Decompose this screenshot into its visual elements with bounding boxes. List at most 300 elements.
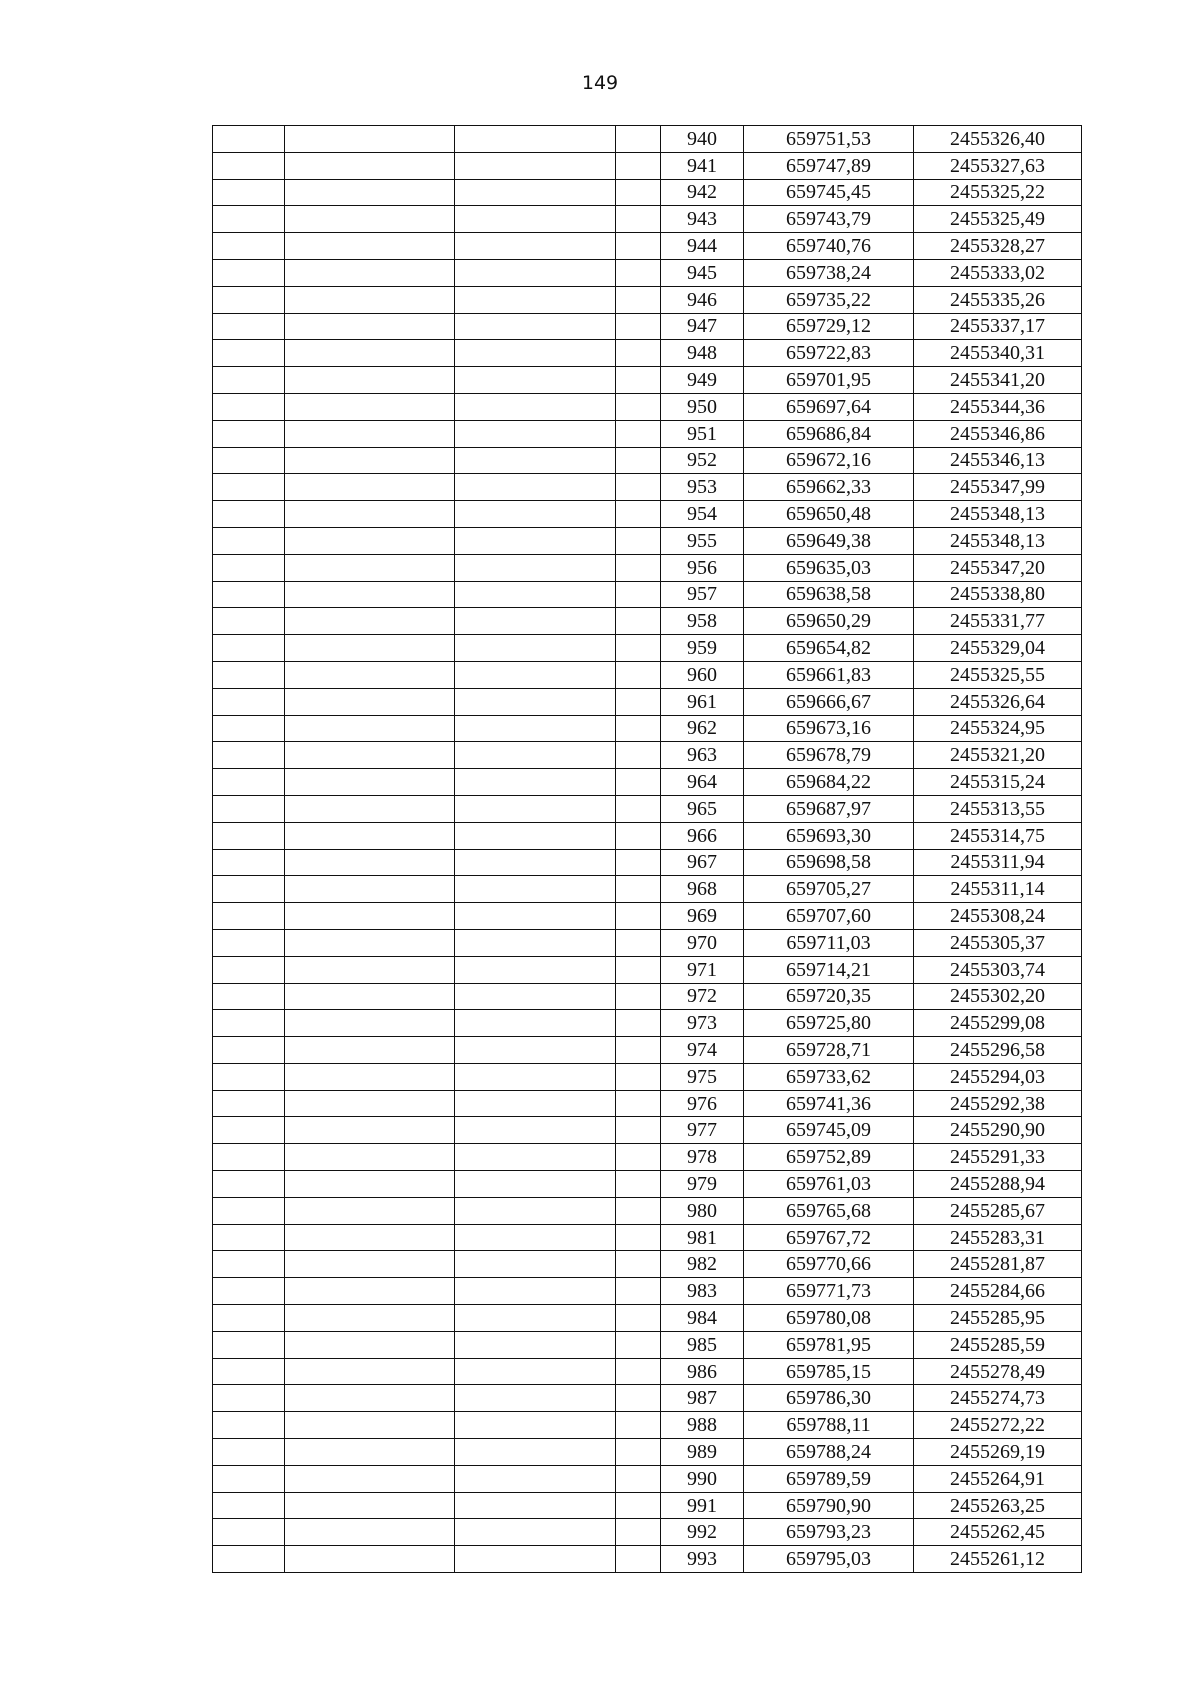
table-row	[213, 1439, 1082, 1466]
point-number-cell: 970	[661, 929, 744, 956]
empty-cell-2	[285, 1412, 455, 1439]
table-row	[213, 956, 1082, 983]
y-coordinate-cell: 2455313,55	[914, 795, 1082, 822]
point-number-cell: 947	[661, 313, 744, 340]
empty-cell-4	[616, 1144, 661, 1171]
x-coordinate-cell: 659745,09	[744, 1117, 914, 1144]
empty-cell-3	[455, 1331, 616, 1358]
empty-cell-3	[455, 1090, 616, 1117]
empty-cell-3	[455, 1412, 616, 1439]
empty-cell-3	[455, 340, 616, 367]
table-row	[213, 1358, 1082, 1385]
y-coordinate-cell: 2455292,38	[914, 1090, 1082, 1117]
table-row	[213, 688, 1082, 715]
empty-cell-2	[285, 1465, 455, 1492]
empty-cell-1	[213, 340, 285, 367]
point-number-cell: 969	[661, 903, 744, 930]
empty-cell-1	[213, 1090, 285, 1117]
y-coordinate-cell: 2455311,94	[914, 849, 1082, 876]
empty-cell-4	[616, 769, 661, 796]
empty-cell-4	[616, 608, 661, 635]
table-row	[213, 742, 1082, 769]
point-number-cell: 988	[661, 1412, 744, 1439]
point-number-cell: 955	[661, 527, 744, 554]
empty-cell-2	[285, 795, 455, 822]
empty-cell-3	[455, 259, 616, 286]
y-coordinate-cell: 2455308,24	[914, 903, 1082, 930]
empty-cell-1	[213, 1358, 285, 1385]
point-number-cell: 961	[661, 688, 744, 715]
empty-cell-2	[285, 929, 455, 956]
x-coordinate-cell: 659662,33	[744, 474, 914, 501]
x-coordinate-cell: 659788,24	[744, 1439, 914, 1466]
empty-cell-1	[213, 1117, 285, 1144]
empty-cell-2	[285, 956, 455, 983]
point-number-cell: 965	[661, 795, 744, 822]
x-coordinate-cell: 659686,84	[744, 420, 914, 447]
x-coordinate-cell: 659678,79	[744, 742, 914, 769]
x-coordinate-cell: 659705,27	[744, 876, 914, 903]
empty-cell-2	[285, 527, 455, 554]
x-coordinate-cell: 659650,48	[744, 501, 914, 528]
point-number-cell: 973	[661, 1010, 744, 1037]
empty-cell-4	[616, 1090, 661, 1117]
empty-cell-4	[616, 367, 661, 394]
empty-cell-1	[213, 769, 285, 796]
empty-cell-1	[213, 126, 285, 153]
empty-cell-3	[455, 1305, 616, 1332]
empty-cell-3	[455, 1171, 616, 1198]
empty-cell-1	[213, 715, 285, 742]
empty-cell-2	[285, 206, 455, 233]
empty-cell-2	[285, 715, 455, 742]
y-coordinate-cell: 2455281,87	[914, 1251, 1082, 1278]
y-coordinate-cell: 2455328,27	[914, 233, 1082, 260]
table-row	[213, 1412, 1082, 1439]
point-number-cell: 990	[661, 1465, 744, 1492]
empty-cell-4	[616, 661, 661, 688]
empty-cell-2	[285, 688, 455, 715]
empty-cell-3	[455, 876, 616, 903]
empty-cell-4	[616, 1117, 661, 1144]
point-number-cell: 945	[661, 259, 744, 286]
point-number-cell: 962	[661, 715, 744, 742]
x-coordinate-cell: 659795,03	[744, 1546, 914, 1573]
point-number-cell: 982	[661, 1251, 744, 1278]
empty-cell-1	[213, 1546, 285, 1573]
point-number-cell: 967	[661, 849, 744, 876]
point-number-cell: 957	[661, 581, 744, 608]
y-coordinate-cell: 2455325,22	[914, 179, 1082, 206]
empty-cell-4	[616, 393, 661, 420]
empty-cell-1	[213, 259, 285, 286]
empty-cell-1	[213, 956, 285, 983]
empty-cell-3	[455, 474, 616, 501]
empty-cell-1	[213, 447, 285, 474]
x-coordinate-cell: 659649,38	[744, 527, 914, 554]
empty-cell-1	[213, 367, 285, 394]
empty-cell-3	[455, 179, 616, 206]
empty-cell-4	[616, 1439, 661, 1466]
y-coordinate-cell: 2455337,17	[914, 313, 1082, 340]
point-number-cell: 971	[661, 956, 744, 983]
x-coordinate-cell: 659741,36	[744, 1090, 914, 1117]
empty-cell-3	[455, 1224, 616, 1251]
empty-cell-4	[616, 581, 661, 608]
empty-cell-3	[455, 795, 616, 822]
empty-cell-1	[213, 688, 285, 715]
table-row	[213, 1305, 1082, 1332]
empty-cell-3	[455, 1251, 616, 1278]
empty-cell-4	[616, 822, 661, 849]
point-number-cell: 976	[661, 1090, 744, 1117]
empty-cell-3	[455, 1492, 616, 1519]
table-row	[213, 1331, 1082, 1358]
x-coordinate-cell: 659785,15	[744, 1358, 914, 1385]
point-number-cell: 975	[661, 1063, 744, 1090]
y-coordinate-cell: 2455262,45	[914, 1519, 1082, 1546]
empty-cell-1	[213, 527, 285, 554]
empty-cell-4	[616, 126, 661, 153]
x-coordinate-cell: 659743,79	[744, 206, 914, 233]
empty-cell-2	[285, 1492, 455, 1519]
x-coordinate-cell: 659720,35	[744, 983, 914, 1010]
empty-cell-4	[616, 447, 661, 474]
y-coordinate-cell: 2455285,59	[914, 1331, 1082, 1358]
empty-cell-3	[455, 393, 616, 420]
empty-cell-3	[455, 1010, 616, 1037]
y-coordinate-cell: 2455325,55	[914, 661, 1082, 688]
empty-cell-1	[213, 1171, 285, 1198]
empty-cell-2	[285, 447, 455, 474]
empty-cell-4	[616, 233, 661, 260]
empty-cell-2	[285, 1305, 455, 1332]
empty-cell-2	[285, 233, 455, 260]
table-row	[213, 1010, 1082, 1037]
empty-cell-1	[213, 849, 285, 876]
point-number-cell: 944	[661, 233, 744, 260]
table-row	[213, 1117, 1082, 1144]
empty-cell-4	[616, 313, 661, 340]
table-row	[213, 1090, 1082, 1117]
table-row	[213, 849, 1082, 876]
y-coordinate-cell: 2455344,36	[914, 393, 1082, 420]
y-coordinate-cell: 2455272,22	[914, 1412, 1082, 1439]
empty-cell-2	[285, 1519, 455, 1546]
empty-cell-3	[455, 527, 616, 554]
y-coordinate-cell: 2455348,13	[914, 501, 1082, 528]
empty-cell-4	[616, 715, 661, 742]
empty-cell-2	[285, 608, 455, 635]
empty-cell-2	[285, 474, 455, 501]
empty-cell-2	[285, 822, 455, 849]
empty-cell-4	[616, 1412, 661, 1439]
empty-cell-3	[455, 1465, 616, 1492]
empty-cell-1	[213, 554, 285, 581]
x-coordinate-cell: 659729,12	[744, 313, 914, 340]
empty-cell-1	[213, 608, 285, 635]
empty-cell-3	[455, 608, 616, 635]
table-row	[213, 179, 1082, 206]
y-coordinate-cell: 2455269,19	[914, 1439, 1082, 1466]
empty-cell-4	[616, 554, 661, 581]
empty-cell-2	[285, 259, 455, 286]
y-coordinate-cell: 2455346,86	[914, 420, 1082, 447]
empty-cell-2	[285, 1197, 455, 1224]
table-row	[213, 769, 1082, 796]
empty-cell-3	[455, 1358, 616, 1385]
point-number-cell: 940	[661, 126, 744, 153]
point-number-cell: 942	[661, 179, 744, 206]
empty-cell-2	[285, 769, 455, 796]
empty-cell-2	[285, 126, 455, 153]
empty-cell-4	[616, 1010, 661, 1037]
empty-cell-3	[455, 635, 616, 662]
point-number-cell: 949	[661, 367, 744, 394]
empty-cell-1	[213, 1465, 285, 1492]
empty-cell-2	[285, 1251, 455, 1278]
y-coordinate-cell: 2455341,20	[914, 367, 1082, 394]
table-row	[213, 393, 1082, 420]
empty-cell-3	[455, 286, 616, 313]
y-coordinate-cell: 2455326,40	[914, 126, 1082, 153]
x-coordinate-cell: 659790,90	[744, 1492, 914, 1519]
y-coordinate-cell: 2455299,08	[914, 1010, 1082, 1037]
empty-cell-3	[455, 233, 616, 260]
y-coordinate-cell: 2455311,14	[914, 876, 1082, 903]
empty-cell-1	[213, 1385, 285, 1412]
table-row	[213, 581, 1082, 608]
point-number-cell: 948	[661, 340, 744, 367]
empty-cell-2	[285, 742, 455, 769]
empty-cell-2	[285, 1358, 455, 1385]
empty-cell-1	[213, 420, 285, 447]
point-number-cell: 989	[661, 1439, 744, 1466]
empty-cell-3	[455, 581, 616, 608]
y-coordinate-cell: 2455274,73	[914, 1385, 1082, 1412]
y-coordinate-cell: 2455284,66	[914, 1278, 1082, 1305]
table-row	[213, 1278, 1082, 1305]
empty-cell-2	[285, 1117, 455, 1144]
point-number-cell: 986	[661, 1358, 744, 1385]
x-coordinate-cell: 659752,89	[744, 1144, 914, 1171]
empty-cell-4	[616, 1358, 661, 1385]
table-row	[213, 233, 1082, 260]
empty-cell-2	[285, 286, 455, 313]
empty-cell-3	[455, 1278, 616, 1305]
empty-cell-4	[616, 983, 661, 1010]
empty-cell-2	[285, 340, 455, 367]
y-coordinate-cell: 2455302,20	[914, 983, 1082, 1010]
empty-cell-2	[285, 849, 455, 876]
empty-cell-1	[213, 1331, 285, 1358]
empty-cell-3	[455, 661, 616, 688]
empty-cell-4	[616, 152, 661, 179]
table-row	[213, 929, 1082, 956]
table-row	[213, 1037, 1082, 1064]
x-coordinate-cell: 659672,16	[744, 447, 914, 474]
table-row	[213, 1465, 1082, 1492]
empty-cell-3	[455, 1197, 616, 1224]
table-row	[213, 661, 1082, 688]
y-coordinate-cell: 2455283,31	[914, 1224, 1082, 1251]
empty-cell-1	[213, 1251, 285, 1278]
point-number-cell: 983	[661, 1278, 744, 1305]
y-coordinate-cell: 2455285,95	[914, 1305, 1082, 1332]
x-coordinate-cell: 659751,53	[744, 126, 914, 153]
empty-cell-4	[616, 742, 661, 769]
empty-cell-3	[455, 126, 616, 153]
empty-cell-4	[616, 259, 661, 286]
y-coordinate-cell: 2455326,64	[914, 688, 1082, 715]
empty-cell-4	[616, 474, 661, 501]
table-row	[213, 152, 1082, 179]
table-row	[213, 1197, 1082, 1224]
empty-cell-4	[616, 1037, 661, 1064]
empty-cell-4	[616, 1465, 661, 1492]
table-row	[213, 903, 1082, 930]
table-row	[213, 1492, 1082, 1519]
y-coordinate-cell: 2455296,58	[914, 1037, 1082, 1064]
empty-cell-2	[285, 876, 455, 903]
x-coordinate-cell: 659770,66	[744, 1251, 914, 1278]
y-coordinate-cell: 2455321,20	[914, 742, 1082, 769]
empty-cell-2	[285, 903, 455, 930]
empty-cell-3	[455, 1037, 616, 1064]
y-coordinate-cell: 2455346,13	[914, 447, 1082, 474]
empty-cell-2	[285, 1331, 455, 1358]
y-coordinate-cell: 2455347,20	[914, 554, 1082, 581]
empty-cell-3	[455, 903, 616, 930]
x-coordinate-cell: 659793,23	[744, 1519, 914, 1546]
point-number-cell: 968	[661, 876, 744, 903]
point-number-cell: 964	[661, 769, 744, 796]
point-number-cell: 979	[661, 1171, 744, 1198]
table-row	[213, 1171, 1082, 1198]
x-coordinate-cell: 659747,89	[744, 152, 914, 179]
y-coordinate-cell: 2455338,80	[914, 581, 1082, 608]
empty-cell-3	[455, 554, 616, 581]
empty-cell-2	[285, 367, 455, 394]
table-row	[213, 340, 1082, 367]
empty-cell-1	[213, 1305, 285, 1332]
empty-cell-2	[285, 1439, 455, 1466]
y-coordinate-cell: 2455291,33	[914, 1144, 1082, 1171]
empty-cell-1	[213, 795, 285, 822]
empty-cell-3	[455, 447, 616, 474]
x-coordinate-cell: 659765,68	[744, 1197, 914, 1224]
empty-cell-2	[285, 420, 455, 447]
x-coordinate-cell: 659707,60	[744, 903, 914, 930]
table-row	[213, 206, 1082, 233]
empty-cell-4	[616, 1519, 661, 1546]
x-coordinate-cell: 659728,71	[744, 1037, 914, 1064]
x-coordinate-cell: 659638,58	[744, 581, 914, 608]
empty-cell-3	[455, 983, 616, 1010]
empty-cell-3	[455, 1546, 616, 1573]
x-coordinate-cell: 659781,95	[744, 1331, 914, 1358]
point-number-cell: 966	[661, 822, 744, 849]
page-number: 149	[581, 72, 619, 94]
empty-cell-1	[213, 1278, 285, 1305]
x-coordinate-cell: 659740,76	[744, 233, 914, 260]
x-coordinate-cell: 659733,62	[744, 1063, 914, 1090]
y-coordinate-cell: 2455324,95	[914, 715, 1082, 742]
empty-cell-2	[285, 1063, 455, 1090]
empty-cell-4	[616, 340, 661, 367]
empty-cell-3	[455, 206, 616, 233]
empty-cell-4	[616, 1251, 661, 1278]
x-coordinate-cell: 659786,30	[744, 1385, 914, 1412]
x-coordinate-cell: 659761,03	[744, 1171, 914, 1198]
x-coordinate-cell: 659673,16	[744, 715, 914, 742]
empty-cell-1	[213, 661, 285, 688]
table-row	[213, 286, 1082, 313]
point-number-cell: 953	[661, 474, 744, 501]
table-row	[213, 367, 1082, 394]
table-row	[213, 715, 1082, 742]
empty-cell-3	[455, 1063, 616, 1090]
table-row	[213, 1546, 1082, 1573]
x-coordinate-cell: 659693,30	[744, 822, 914, 849]
empty-cell-2	[285, 1090, 455, 1117]
empty-cell-2	[285, 635, 455, 662]
empty-cell-1	[213, 1010, 285, 1037]
empty-cell-1	[213, 286, 285, 313]
x-coordinate-cell: 659666,67	[744, 688, 914, 715]
point-number-cell: 958	[661, 608, 744, 635]
table-row	[213, 983, 1082, 1010]
empty-cell-4	[616, 1197, 661, 1224]
table-row	[213, 259, 1082, 286]
table-row	[213, 420, 1082, 447]
table-row	[213, 1251, 1082, 1278]
x-coordinate-cell: 659735,22	[744, 286, 914, 313]
empty-cell-4	[616, 1546, 661, 1573]
empty-cell-1	[213, 581, 285, 608]
empty-cell-1	[213, 742, 285, 769]
x-coordinate-cell: 659714,21	[744, 956, 914, 983]
empty-cell-1	[213, 876, 285, 903]
empty-cell-2	[285, 1171, 455, 1198]
empty-cell-4	[616, 1224, 661, 1251]
y-coordinate-cell: 2455314,75	[914, 822, 1082, 849]
empty-cell-3	[455, 313, 616, 340]
empty-cell-1	[213, 152, 285, 179]
y-coordinate-cell: 2455315,24	[914, 769, 1082, 796]
empty-cell-1	[213, 1519, 285, 1546]
point-number-cell: 963	[661, 742, 744, 769]
point-number-cell: 977	[661, 1117, 744, 1144]
y-coordinate-cell: 2455331,77	[914, 608, 1082, 635]
y-coordinate-cell: 2455261,12	[914, 1546, 1082, 1573]
table-row	[213, 1144, 1082, 1171]
empty-cell-3	[455, 367, 616, 394]
empty-cell-1	[213, 822, 285, 849]
y-coordinate-cell: 2455329,04	[914, 635, 1082, 662]
x-coordinate-cell: 659789,59	[744, 1465, 914, 1492]
empty-cell-3	[455, 1117, 616, 1144]
empty-cell-3	[455, 849, 616, 876]
empty-cell-4	[616, 956, 661, 983]
y-coordinate-cell: 2455340,31	[914, 340, 1082, 367]
point-number-cell: 952	[661, 447, 744, 474]
x-coordinate-cell: 659725,80	[744, 1010, 914, 1037]
empty-cell-4	[616, 795, 661, 822]
y-coordinate-cell: 2455288,94	[914, 1171, 1082, 1198]
table-row	[213, 795, 1082, 822]
empty-cell-4	[616, 688, 661, 715]
